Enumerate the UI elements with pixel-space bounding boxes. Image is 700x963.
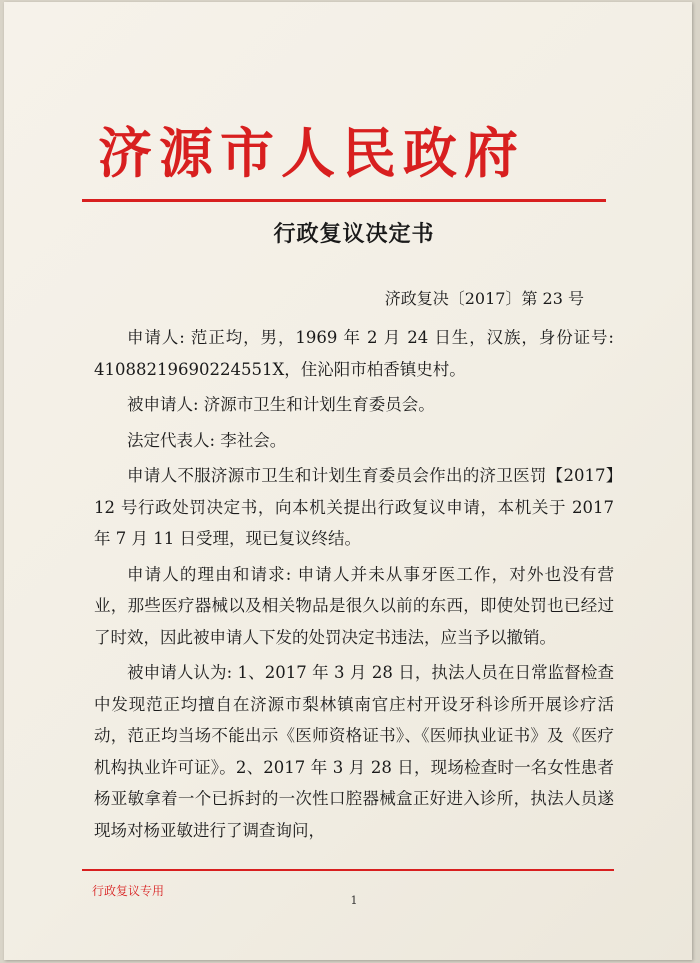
paragraph-legal-representative: 法定代表人: 李社会。 xyxy=(127,430,287,450)
paragraph-applicant-reasons: 申请人的理由和请求: 申请人并未从事牙医工作，对外也没有营业，那些医疗器械以及相关物品是很久以前的东西，即使处罚也已经过了时效，因此被申请人下发的处罚决定书违法，应当予以撤销。 xyxy=(94,564,614,647)
footer-divider xyxy=(82,869,614,871)
footer-label: 行政复议专用 xyxy=(92,884,165,898)
header-divider xyxy=(82,199,606,202)
paragraph-application: 申请人不服济源市卫生和计划生育委员会作出的济卫医罚【2017】12 号行政处罚决定书，向本机关提出行政复议申请，本机关于 2017 年 7 月 11 日受理，现已复议终结。 xyxy=(94,466,614,548)
paragraph-respondent: 被申请人: 济源市卫生和计划生育委员会。 xyxy=(127,395,435,414)
issuer-title: 济源市人民政府 xyxy=(98,121,525,185)
paragraph-applicant: 申请人: 范正均，男，1969 年 2 月 24 日生，汉族，身份证号: 41088219690224551X，住沁阳市柏香镇史村。 xyxy=(94,328,614,379)
document-body xyxy=(94,322,614,850)
page-number: 1 xyxy=(350,894,358,907)
document-page xyxy=(4,2,692,960)
paragraph-respondent-view: 被申请人认为: 1、2017 年 3 月 28 日，执法人员在日常监督检查中发现范正均擅自在济源市梨林镇南官庄村开设牙科诊所开展诊疗活动，范正均当场不能出示《医师资格证书》、《医师执业证书》及《医疗机构执业许可证》。2、2017 年 3 月 28 日，现场检查时一名女性患者杨亚敏拿着一个已拆封的一次性口腔器械盒正好进入诊所，执法人员遂现场对杨亚敏进行了调查询问， xyxy=(94,663,614,840)
document-title: 行政复议决定书 xyxy=(273,221,435,247)
document-number: 济政复决〔2017〕第 23 号 xyxy=(384,289,584,308)
